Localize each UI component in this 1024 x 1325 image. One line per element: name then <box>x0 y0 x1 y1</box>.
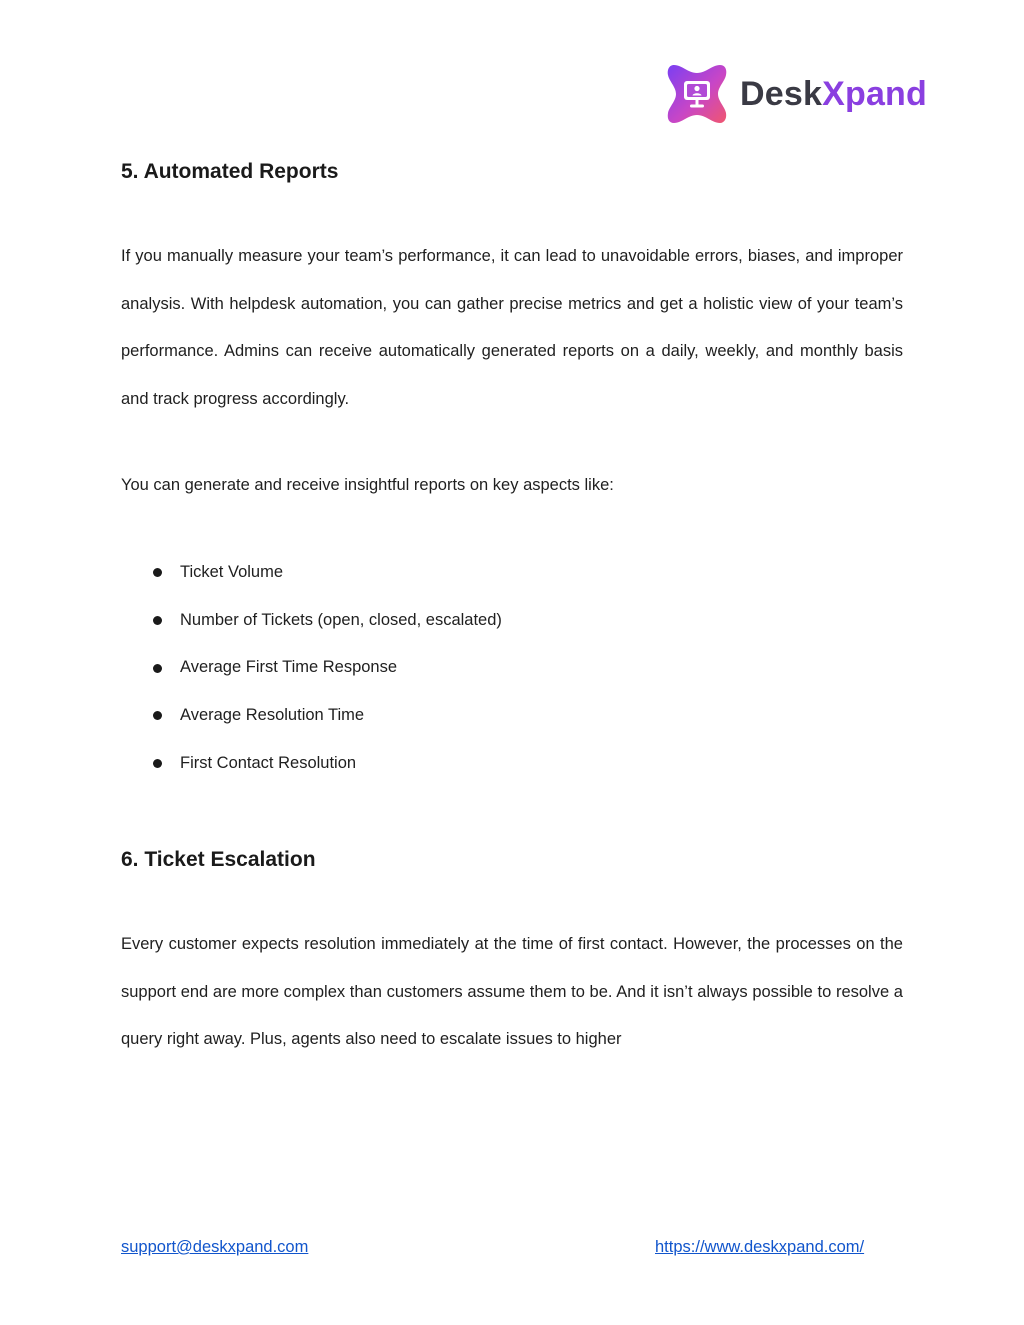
section5-paragraph1: If you manually measure your team’s performance, it can lead to unavoidable errors, biases, and improper analysis. With helpdesk automation, you can gather precise metrics and get a holistic view of your team’s performance. Admins can receive automatically generated reports on a daily, weekly, and monthly basis and track progress accordingly. <box>121 247 903 409</box>
bullet-icon <box>153 711 162 720</box>
section5-paragraph2: You can generate and receive insightful reports on key aspects like: <box>121 476 614 494</box>
footer-website-link[interactable]: https://www.deskxpand.com/ <box>655 1238 865 1256</box>
brand-wordmark-xpand: Xpand <box>822 75 927 113</box>
footer-email-link[interactable]: support@deskxpand.com <box>121 1238 309 1256</box>
section-heading-ticket-escalation: 6. Ticket Escalation <box>121 848 316 871</box>
list-item <box>121 549 502 597</box>
bullet-icon <box>153 568 162 577</box>
list-item-text: Average Resolution Time <box>180 706 365 725</box>
list-item <box>121 740 502 788</box>
list-item-text: First Contact Resolution <box>180 753 357 772</box>
brand-logo <box>664 60 927 128</box>
list-item-text: Ticket Volume <box>180 563 284 581</box>
report-aspects-list <box>121 549 502 787</box>
section-heading-automated-reports: 5. Automated Reports <box>121 160 339 183</box>
list-item-text: Average First Time Response <box>180 658 398 677</box>
bullet-icon <box>153 759 162 768</box>
bullet-icon <box>153 616 162 625</box>
brand-wordmark-desk: Desk <box>740 75 823 113</box>
brand-wordmark <box>740 77 927 111</box>
list-item <box>121 597 502 645</box>
list-item <box>121 692 502 740</box>
list-item <box>121 644 502 692</box>
bullet-icon <box>153 664 162 673</box>
section6-paragraph1: Every customer expects resolution immediately at the time of first contact. However, the processes on the support end are more complex than customers assume them to be. And it isn’t always possible to resolve a query right away. Plus, agents also need to escalate issues to higher <box>121 935 903 1049</box>
deskxpand-logo-icon <box>664 61 730 127</box>
list-item-text: Number of Tickets (open, closed, escalated) <box>180 610 502 629</box>
